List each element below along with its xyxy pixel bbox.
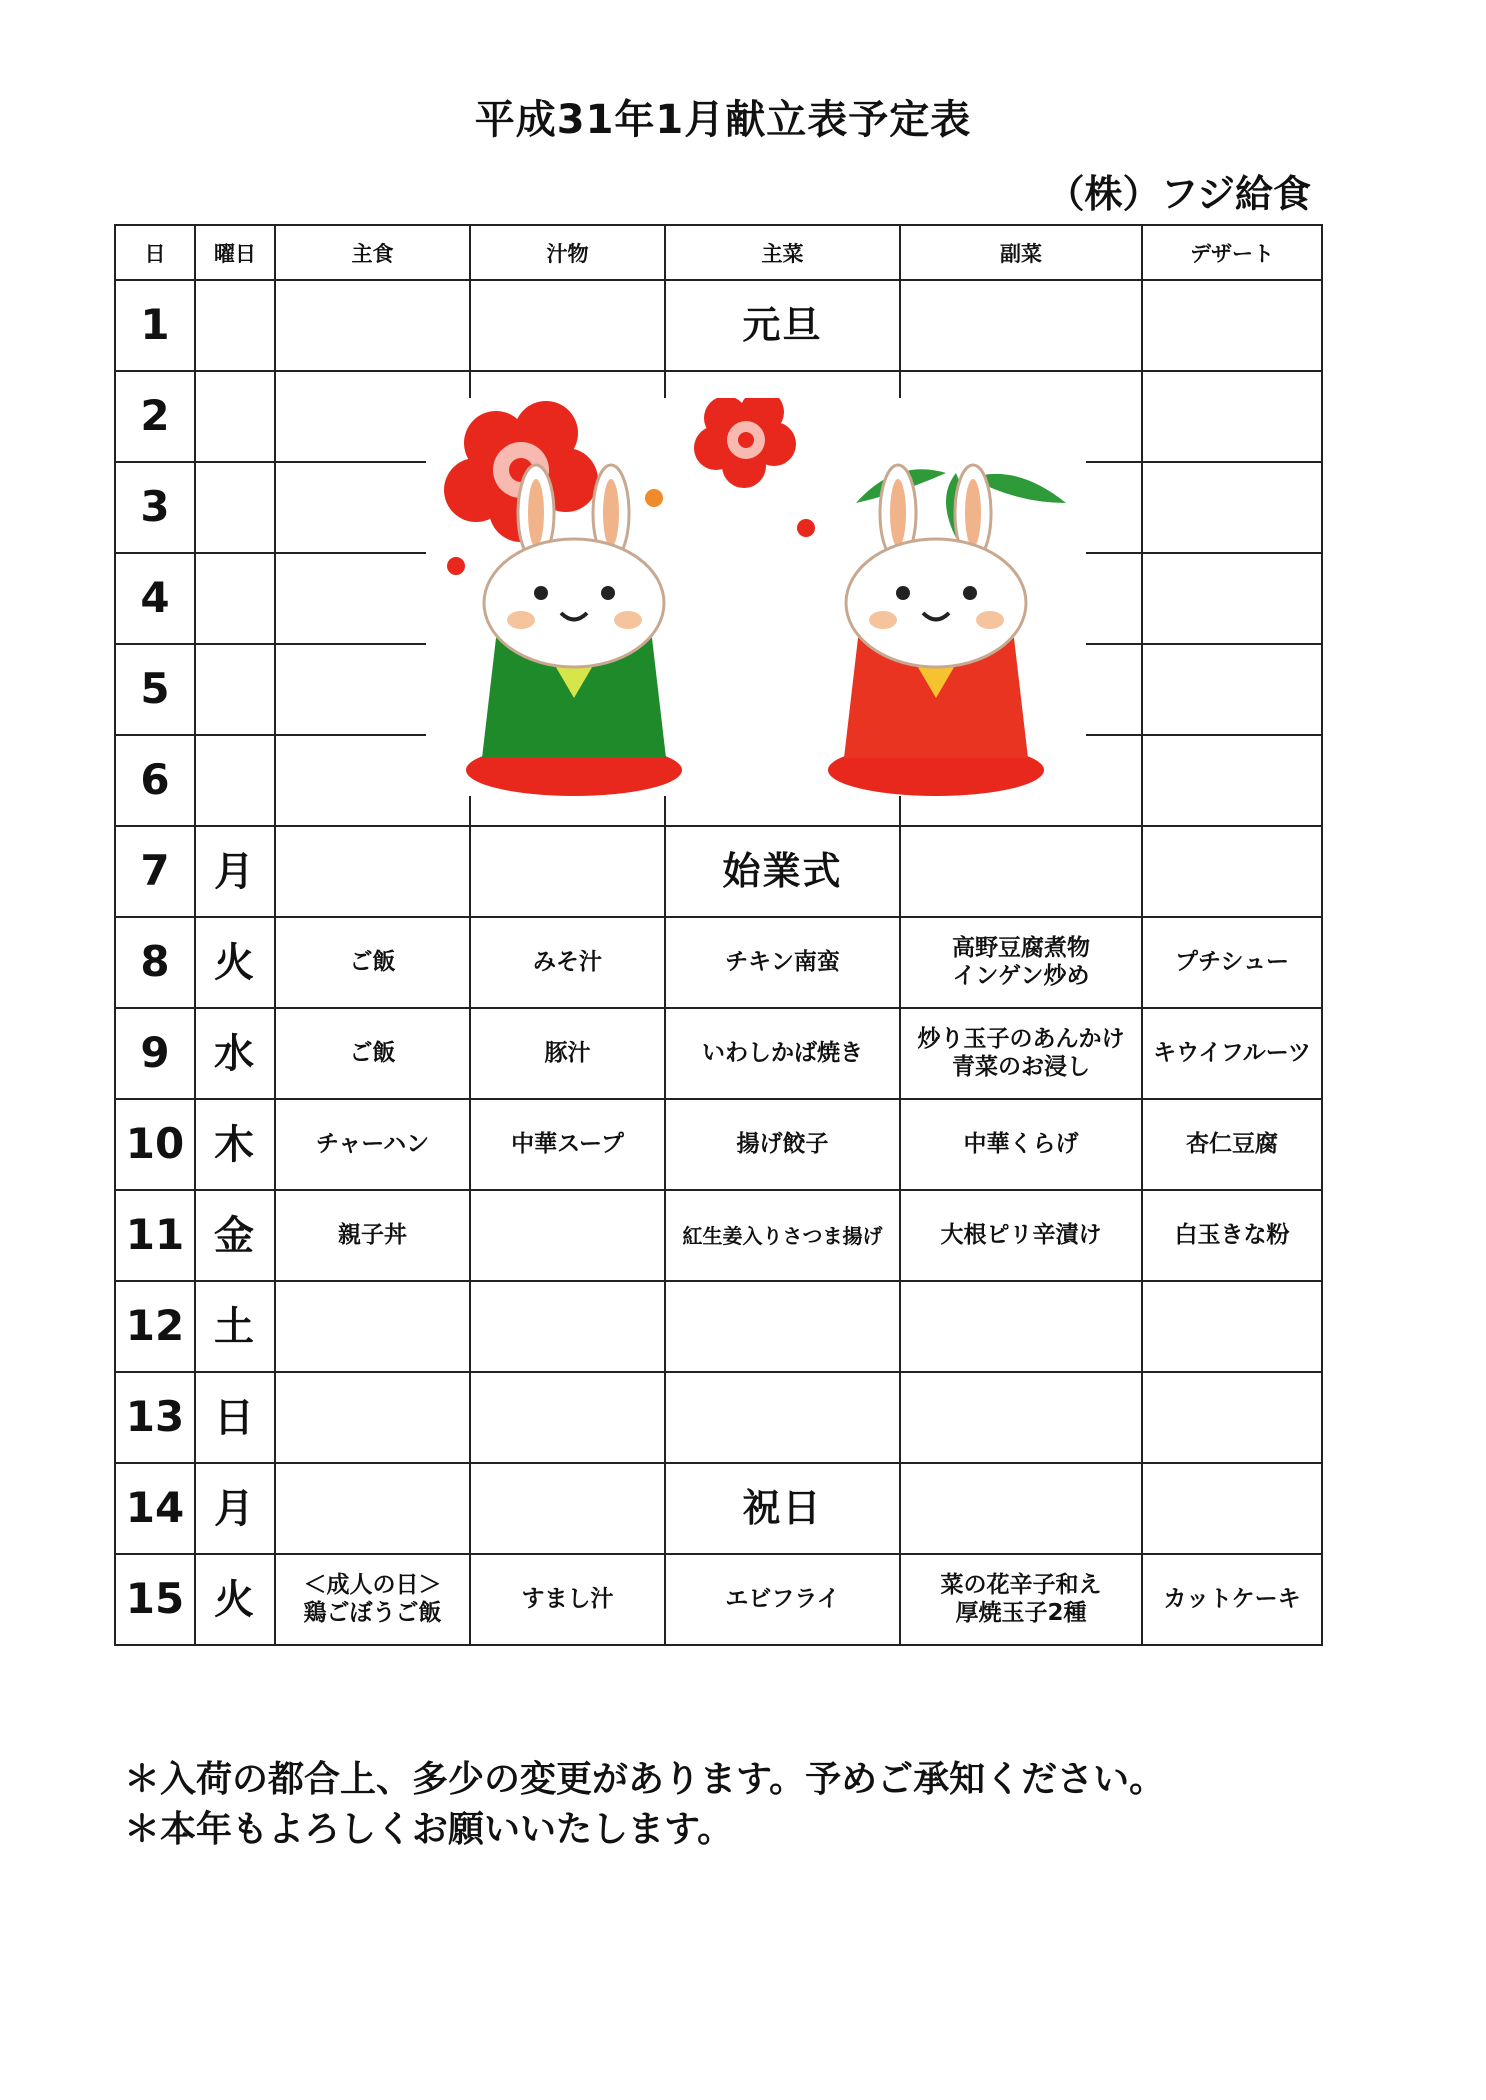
dessert-cell: 白玉きな粉 [1142, 1190, 1322, 1281]
day-cell: 9 [115, 1008, 195, 1099]
dessert-cell [1142, 462, 1322, 553]
company-name: （株）フジ給食 [1046, 172, 1311, 216]
soup-cell [470, 1281, 665, 1372]
side-cell: 大根ピリ辛漬け [900, 1190, 1142, 1281]
staple-cell: チャーハン [275, 1099, 470, 1190]
weekday-cell: 月 [195, 826, 275, 917]
soup-cell [470, 1190, 665, 1281]
header-row [115, 225, 1322, 280]
header-soup: 汁物 [470, 225, 665, 280]
rabbit-right [828, 465, 1044, 796]
side-cell: 高野豆腐煮物 インゲン炒め [900, 917, 1142, 1008]
day-cell: 12 [115, 1281, 195, 1372]
soup-cell [470, 826, 665, 917]
side-cell: 菜の花辛子和え 厚焼玉子2種 [900, 1554, 1142, 1645]
day-cell: 4 [115, 553, 195, 644]
main-cell [665, 1281, 900, 1372]
weekday-cell: 月 [195, 1463, 275, 1554]
dessert-cell [1142, 735, 1322, 826]
staple-cell: ＜成人の日＞ 鶏ごぼうご飯 [275, 1554, 470, 1645]
weekday-cell [195, 462, 275, 553]
staple-cell [275, 1281, 470, 1372]
day-cell: 14 [115, 1463, 195, 1554]
soup-cell: みそ汁 [470, 917, 665, 1008]
staple-cell: ご飯 [275, 917, 470, 1008]
event-cell: 元旦 [665, 280, 900, 371]
day-cell: 15 [115, 1554, 195, 1645]
day-cell: 6 [115, 735, 195, 826]
notes [124, 1755, 1165, 1855]
day-cell: 2 [115, 371, 195, 462]
table-row [115, 917, 1322, 1008]
staple-cell [275, 826, 470, 917]
page-title: 平成31年1月献立表予定表 [474, 97, 972, 143]
dessert-cell [1142, 1372, 1322, 1463]
side-cell [900, 1372, 1142, 1463]
soup-cell: 中華スープ [470, 1099, 665, 1190]
dessert-cell: プチシュー [1142, 917, 1322, 1008]
side-cell: 炒り玉子のあんかけ 青菜のお浸し [900, 1008, 1142, 1099]
table-row [115, 1554, 1322, 1645]
table-row [115, 1099, 1322, 1190]
day-cell: 5 [115, 644, 195, 735]
header-staple: 主食 [275, 225, 470, 280]
table-row [115, 1190, 1322, 1281]
soup-cell: 豚汁 [470, 1008, 665, 1099]
table-row [115, 280, 1322, 371]
header-main: 主菜 [665, 225, 900, 280]
dessert-cell [1142, 553, 1322, 644]
day-cell: 1 [115, 280, 195, 371]
dessert-cell [1142, 1281, 1322, 1372]
weekday-cell [195, 280, 275, 371]
soup-cell: すまし汁 [470, 1554, 665, 1645]
note-2: ＊本年もよろしくお願いいたします。 [124, 1809, 734, 1850]
main-cell [665, 1372, 900, 1463]
event-cell: 始業式 [665, 826, 900, 917]
dessert-cell: キウイフルーツ [1142, 1008, 1322, 1099]
weekday-cell [195, 371, 275, 462]
table-row [115, 1008, 1322, 1099]
weekday-cell: 火 [195, 917, 275, 1008]
soup-cell [470, 1372, 665, 1463]
day-cell: 7 [115, 826, 195, 917]
staple-cell: ご飯 [275, 1008, 470, 1099]
staple-cell [275, 1463, 470, 1554]
table-row [115, 1463, 1322, 1554]
main-cell: 紅生姜入りさつま揚げ [665, 1190, 900, 1281]
side-cell: 中華くらげ [900, 1099, 1142, 1190]
table-row [115, 826, 1322, 917]
weekday-cell [195, 553, 275, 644]
rabbit-couple-image [426, 398, 1086, 796]
header-dow: 曜日 [195, 225, 275, 280]
dessert-cell [1142, 826, 1322, 917]
side-cell [900, 1281, 1142, 1372]
soup-cell [470, 280, 665, 371]
dessert-cell [1142, 371, 1322, 462]
staple-cell [275, 1372, 470, 1463]
staple-cell: 親子丼 [275, 1190, 470, 1281]
header-dessert: デザート [1142, 225, 1322, 280]
weekday-cell: 水 [195, 1008, 275, 1099]
header-day: 日 [115, 225, 195, 280]
weekday-cell: 日 [195, 1372, 275, 1463]
soup-cell [470, 1463, 665, 1554]
dessert-cell [1142, 280, 1322, 371]
dessert-cell [1142, 1463, 1322, 1554]
day-cell: 10 [115, 1099, 195, 1190]
weekday-cell: 木 [195, 1099, 275, 1190]
weekday-cell: 土 [195, 1281, 275, 1372]
main-cell: エビフライ [665, 1554, 900, 1645]
plum-blossom-right [694, 398, 796, 488]
event-cell: 祝日 [665, 1463, 900, 1554]
dessert-cell: 杏仁豆腐 [1142, 1099, 1322, 1190]
day-cell: 3 [115, 462, 195, 553]
main-cell: いわしかば焼き [665, 1008, 900, 1099]
main-cell: チキン南蛮 [665, 917, 900, 1008]
new-year-illustration [426, 398, 1086, 796]
table-row [115, 1372, 1322, 1463]
weekday-cell [195, 735, 275, 826]
side-cell [900, 826, 1142, 917]
day-cell: 11 [115, 1190, 195, 1281]
main-cell: 揚げ餃子 [665, 1099, 900, 1190]
weekday-cell [195, 644, 275, 735]
day-cell: 13 [115, 1372, 195, 1463]
staple-cell [275, 280, 470, 371]
side-cell [900, 1463, 1142, 1554]
header-side: 副菜 [900, 225, 1142, 280]
weekday-cell: 金 [195, 1190, 275, 1281]
dessert-cell [1142, 644, 1322, 735]
side-cell [900, 280, 1142, 371]
table-row [115, 1281, 1322, 1372]
dessert-cell: カットケーキ [1142, 1554, 1322, 1645]
day-cell: 8 [115, 917, 195, 1008]
weekday-cell: 火 [195, 1554, 275, 1645]
note-1: ＊入荷の都合上、多少の変更があります。予めご承知ください。 [124, 1759, 1166, 1800]
